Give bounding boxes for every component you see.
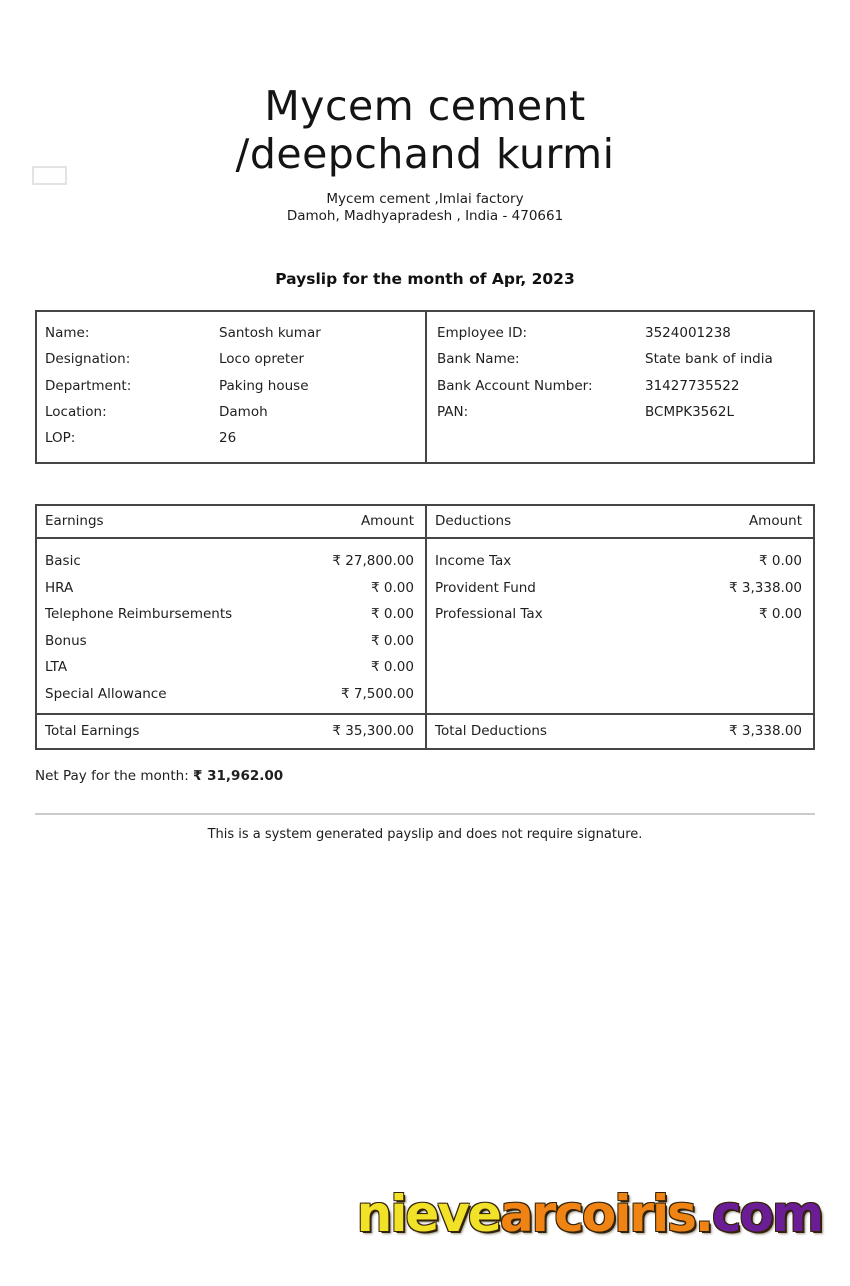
earning-amount: ₹ 7,500.00 <box>341 685 414 702</box>
earnings-row-hra <box>37 575 425 601</box>
watermark-part-com: com <box>711 1185 822 1243</box>
earnings-section <box>37 506 425 748</box>
info-row-bank-name <box>427 346 813 372</box>
info-row-designation <box>37 346 425 372</box>
info-label: Designation: <box>45 351 131 368</box>
earning-label: HRA <box>45 579 74 596</box>
page-title-line2: /deepchand kurmi <box>235 130 615 178</box>
info-row-name <box>37 320 425 346</box>
watermark-part-nieve: nieve <box>356 1185 500 1243</box>
footer-divider <box>35 813 815 815</box>
total-earnings-amount: ₹ 35,300.00 <box>332 723 414 740</box>
deduction-label: Professional Tax <box>435 606 543 623</box>
info-label: PAN: <box>437 403 469 420</box>
info-value: Loco opreter <box>219 351 305 368</box>
info-value: State bank of india <box>645 351 773 368</box>
total-deductions-label: Total Deductions <box>435 723 547 740</box>
company-address-line2: Damoh, Madhyapradesh , India - 470661 <box>286 207 564 224</box>
total-earnings-label: Total Earnings <box>45 723 140 740</box>
info-value: Damoh <box>219 403 268 420</box>
net-pay-label: Net Pay for the month: <box>35 768 194 785</box>
info-label: Department: <box>45 377 132 394</box>
total-earnings-row <box>37 713 425 748</box>
net-pay-line <box>35 768 815 784</box>
payslip-document <box>0 82 850 842</box>
page-title-line1: Mycem cement <box>264 82 586 130</box>
deductions-row-income-tax <box>427 548 813 574</box>
deduction-label: Provident Fund <box>435 579 536 596</box>
deduction-amount: ₹ 0.00 <box>759 553 802 570</box>
info-label: Bank Account Number: <box>437 377 593 394</box>
info-value: BCMPK3562L <box>645 403 734 420</box>
info-label: Location: <box>45 403 107 420</box>
earnings-row-lta <box>37 654 425 680</box>
total-deductions-row <box>427 713 813 748</box>
earning-amount: ₹ 0.00 <box>371 579 414 596</box>
info-label: Name: <box>45 325 90 341</box>
deductions-row-provident-fund <box>427 575 813 601</box>
net-pay-amount: ₹ 31,962.00 <box>193 768 284 785</box>
deductions-header <box>427 506 813 539</box>
earning-amount: ₹ 27,800.00 <box>332 553 414 570</box>
earning-amount: ₹ 0.00 <box>371 606 414 623</box>
info-row-bank-account <box>427 373 813 399</box>
earnings-row-special-allowance <box>37 681 425 707</box>
earning-label: Telephone Reimbursements <box>45 606 233 623</box>
earnings-row-basic <box>37 548 425 574</box>
earnings-rows <box>37 539 425 713</box>
earnings-header-amount: Amount <box>360 513 414 530</box>
payslip-heading: Payslip for the month of Apr, 2023 <box>275 270 575 288</box>
earning-label: LTA <box>45 659 68 676</box>
total-deductions-amount: ₹ 3,338.00 <box>729 723 802 740</box>
employee-info-right <box>425 312 813 462</box>
employee-info-table <box>35 310 815 464</box>
info-label: Employee ID: <box>437 325 528 341</box>
info-value: Santosh kumar <box>219 325 321 341</box>
earning-label: Basic <box>45 553 81 570</box>
info-value: 3524001238 <box>645 325 731 341</box>
info-row-employee-id <box>427 320 813 346</box>
company-logo-placeholder <box>32 166 67 185</box>
info-row-lop <box>37 425 425 451</box>
info-value: 31427735522 <box>645 377 740 394</box>
earnings-row-telephone <box>37 601 425 627</box>
deductions-row-professional-tax <box>427 601 813 627</box>
earning-amount: ₹ 0.00 <box>371 659 414 676</box>
earning-label: Bonus <box>45 632 87 649</box>
deductions-header-label: Deductions <box>435 513 512 530</box>
info-row-pan <box>427 399 813 425</box>
deduction-label: Income Tax <box>435 553 512 570</box>
deductions-section <box>425 506 813 748</box>
deduction-amount: ₹ 0.00 <box>759 606 802 623</box>
deductions-header-amount: Amount <box>748 513 802 530</box>
employee-info-left <box>37 312 425 462</box>
page-title <box>35 82 815 178</box>
watermark-part-arcoiris: arcoiris. <box>499 1185 712 1243</box>
earnings-header-label: Earnings <box>45 513 104 530</box>
info-label: LOP: <box>45 430 76 447</box>
earning-label: Special Allowance <box>45 685 167 702</box>
deduction-amount: ₹ 3,338.00 <box>729 579 802 596</box>
earnings-deductions-table <box>35 504 815 750</box>
deductions-rows <box>427 539 813 713</box>
company-address-line1: Mycem cement ,Imlai factory <box>326 191 524 207</box>
system-generated-note: This is a system generated payslip and does not require signature. <box>207 827 643 843</box>
info-row-department <box>37 373 425 399</box>
info-value: Paking house <box>219 377 309 394</box>
info-row-location <box>37 399 425 425</box>
watermark-logo <box>357 1186 822 1242</box>
earnings-row-bonus <box>37 628 425 654</box>
earnings-header <box>37 506 425 539</box>
company-address <box>35 191 815 224</box>
info-value: 26 <box>219 430 237 447</box>
earning-amount: ₹ 0.00 <box>371 632 414 649</box>
info-label: Bank Name: <box>437 351 520 368</box>
